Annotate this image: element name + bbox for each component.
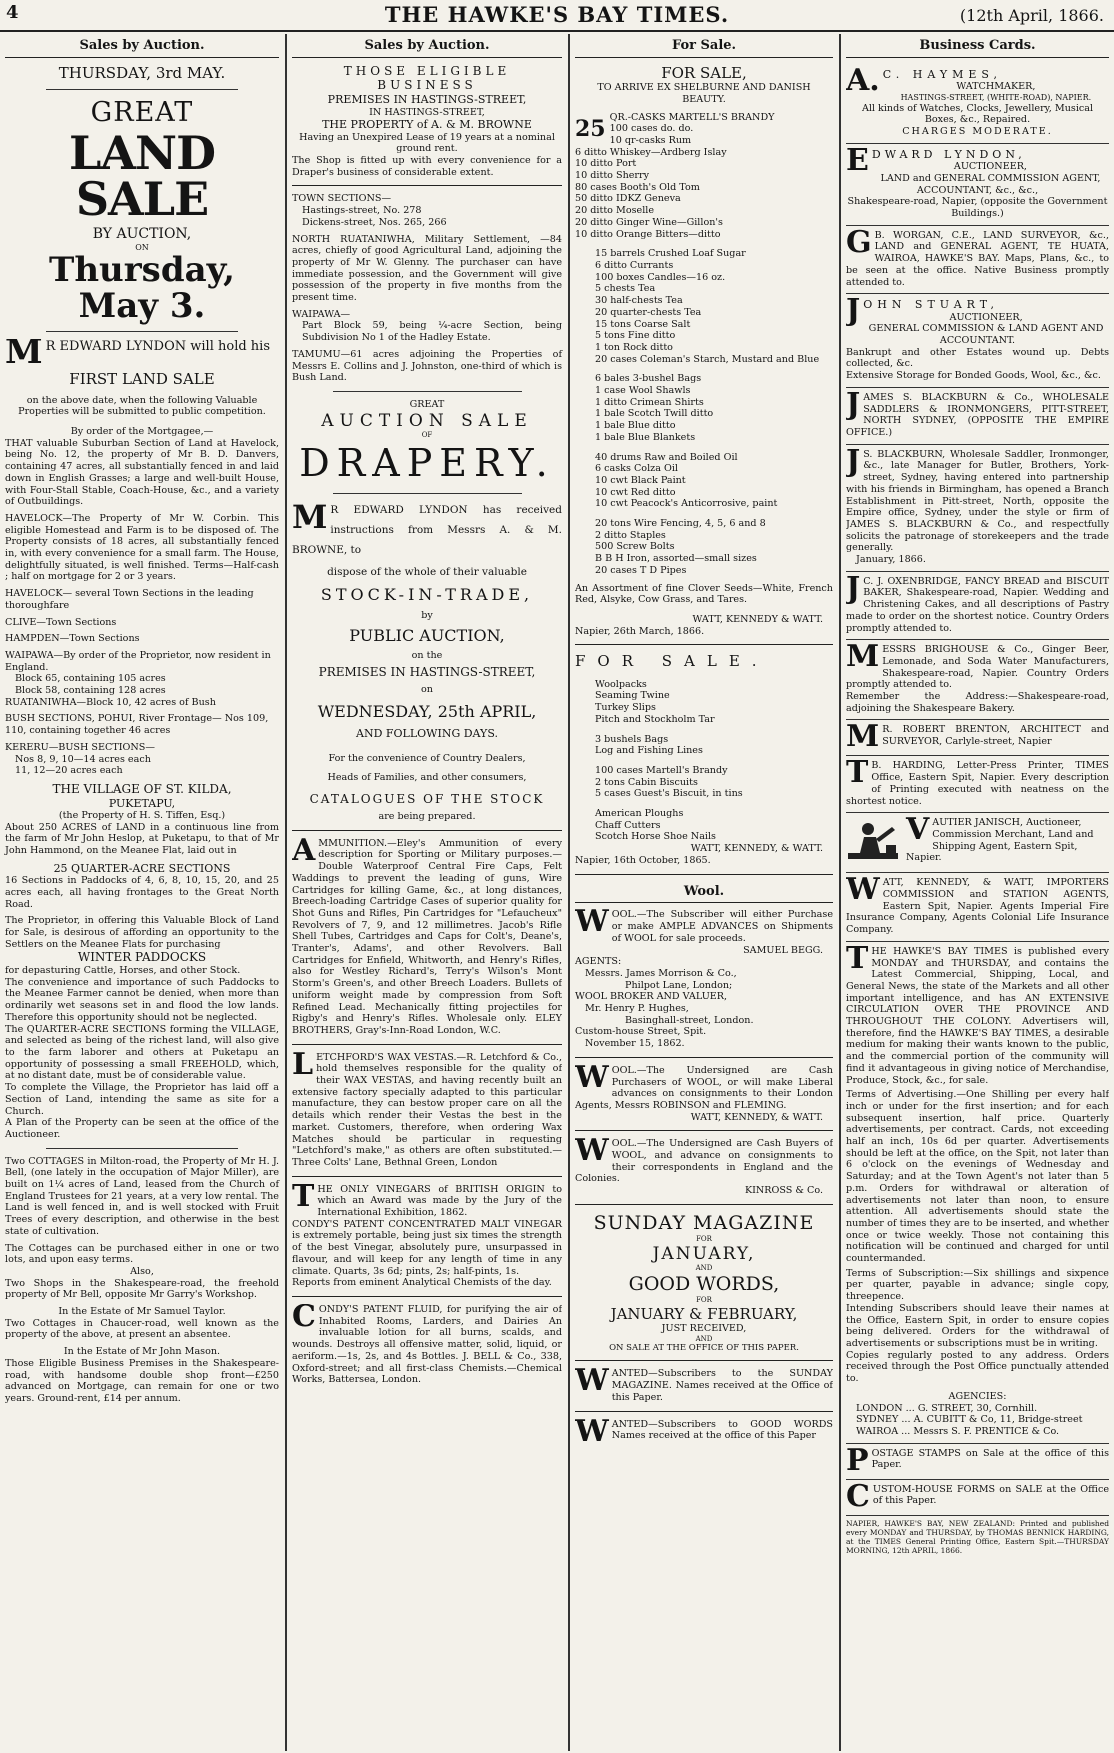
- oil-paint-list: [595, 452, 833, 511]
- harding-card: B. HARDING, Letter-Press Printer, TIMES Office, Eastern Spit, Napier. Every description of Printing executed with neatness on the shortest notice.: [846, 760, 1109, 807]
- column-heading: For Sale.: [575, 36, 833, 58]
- auctioneer-emblem-icon: [846, 819, 900, 867]
- list-item: 10 cwt Peacock's Anticorrosive, paint: [595, 498, 778, 510]
- divider: [333, 391, 522, 392]
- divider: [46, 1148, 238, 1149]
- list-item: 10 ditto Sherry: [575, 170, 650, 182]
- arrive-text: TO ARRIVE EX SHELBURNE AND DANISH BEAUTY.: [597, 82, 811, 105]
- date-line: Napier, 16th October, 1865.: [575, 854, 711, 866]
- quarter-acre-text: The QUARTER-ACRE SECTIONS forming the VILLAGE, and selected as being of the richest land, will also give to the farm laborer and others at Puketapu an opportunity of possessing a small FREEHOLD, which, at no distant date, must be of considerable value.: [5, 1023, 279, 1082]
- column-business-cards: Business Cards. A. C. HAYMES, WATCHMAKER, HASTINGS-STREET, (WHITE-ROAD), NAPIER. All kinds of Watches, Clocks, Jewellery, Musical Boxes, &c., Repaired. CHARGES MODERATE. E DWARD LYNDON, AUCTIONEER, LAND and GENERAL COMMISSION AGENT, ACCOUNTANT, &c., &c., Shakespeare-road, Napier, (opposite the Government Buildings.) G B. WORGAN, C.E., LAND SURVEYOR, &c., LAND and GENERAL AGENT, TE HUATA, WAIROA, HAWKE'S BAY. Maps, Plans, &c., to be seen at the office. Native Business promptly attended to. J OHN STUART, AUCTIONEER, GENERAL COMMISSION & LAND AGENT AND ACCOUNTANT. Bankrupt and other Estates wound up. Debts collected, &c. Extensive Storage for Bonded Goods, Wool, &c., &c. JAMES S. BLACKBURN & Co., WHOLESALE SADDLERS & IRONMONGERS, PITT-STREET, NORTH SYDNEY, (OPPOSITE THE EMPIRE OFFICE.) J S. BLACKBURN, Wholesale Saddler, Ironmonger, &c., late Manager for Butler, Brothers, York-street, Sydney, having entered into partnership with his friends in Birmingham, has opened a Branch Establishment in Pitt-street, North, opposite the Empire office, Sydney, under the style or firm of JAMES S. BLACKBURN & Co., and respectfully solicits the patronage of storekeepers and the trade generally. January, 1866. J C. J. OXENBRIDGE, FANCY BREAD and BISCUIT BAKER, Shakespeare-road, Napier. Wedding and Christening Cakes, and all descriptions of Pastry made to order on the shortest notice. Country Orders promptly attended to. MESSRS BRIGHOUSE & Co., Ginger Beer, Lemonade, and Soda Water Manufacturers, Shakespeare-road, Napier. Country Orders promptly attended to. Remember the Address:—Shakespeare-road, adjoining the Shakespeare Bakery. M R. ROBERT BRENTON, ARCHITECT and SURVEYOR, Carlyle-street, Napier T B. HARDING, Letter-Press Printer, TIMES Office, Eastern Spit, Napier. Every description of Printing executed with neatness on the shortest notice. VAUTIER JANISCH, Auctioneer, Commission Merchant, Land and Shipping Agent, Eastern Spit, Napier. WATT, KENNEDY, & WATT, IMPORTERS COMMISSION and STATION AGENTS, Eastern Spit, Napier. Agents Imperial Fire Insurance Company, Agents Colonial Life Insurance Company. THE HAWKE'S BAY TIMES is published every MONDAY and THURSDAY, and contains the Latest Commercial, Shipping, Local, and General News, the state of the Markets and all other important intelligence, and has AN EXTENSIVE CIRCULATION OVER THE PROVINCE AND THROUGHOUT THE COLONY. Advertisers will, therefore, find the HAWKE'S BAY TIMES, a desirable medium for making their wants known to the public, and the commercial portion of the community will find it advantageous in giving notice of Merchandise, Produce, Stock, &c., for sale. Terms of Advertising.—One Shilling per every half inch or under for the first insertion; and for each subsequent insertion, half price. Quarterly advertisements, per contract. Cards, not exceeding half an inch, 10s 6d per quarter. Advertisements should be left at the office, on the Spit, not later than 6 o'clock on the evenings of Wednesday and Saturday; and at the Town Agent's not later than 5 p.m. Orders for withdrawal or alteration of advertisements not later than noon, to ensure attention. All advertisements should state the number of times they are to be inserted, and whether once or twice weekly. Those not containing this notification will be continued and charged for until countermanded. Terms of Subscription:—Six shillings and sixpence per quarter, payable in advance; single copy, threepence. Intending Subscribers should leave their names at the Office, Eastern Spit, in order to ensure copies being delivered. Orders for the withdrawal of advertisements or subscriptions must be in writing. Copies regularly posted to any address. Orders received through the Post Office punctually attended to. AGENCIES: LONDON ... G. STREET, 30, Cornhill. SYDNEY ... A. CUBITT & Co, 11, Bridge-street WAIROA ... Messrs S. F. PRENTICE & Co. POSTAGE STAMPS on Sale at the office of this Paper. CUSTOM-HOUSE FORMS on SALE at the Office of this Paper. NAPIER, HAWKE'S BAY, NEW ZEALAND: Printed and published every MONDAY and THURSDAY, by THOMAS BENNICK HARDING, at the TIMES General Printing Office, Eastern Spit.—THURSDAY MORNING, 12th APRIL, 1866.: [846, 38, 1109, 1556]
- thursday-heading: Thursday, May 3.: [49, 249, 235, 326]
- by-order: By order of the Mortgagee,—: [70, 426, 214, 437]
- stuart-name: OHN STUART,: [863, 298, 999, 312]
- list-item: 1 bale Blue ditto: [595, 420, 676, 432]
- intending-subscribers: Intending Subscribers should leave their names at the Office, Eastern Spit, in order to ensure copies being delivered. Orders for the withdrawal of advertisements or subscriptions must be in writing.: [846, 1302, 1109, 1349]
- haymes-name: C. HAYMES,: [882, 67, 1003, 81]
- list-item: 20 cases Coleman's Starch, Mustard and Blue: [595, 353, 820, 365]
- clive-text: CLIVE—Town Sections: [5, 616, 117, 628]
- heads-families-text: Heads of Families, and other consumers,: [327, 771, 527, 783]
- and-label-2: AND: [695, 1334, 713, 1343]
- wanted-sunday-text: ANTED—Subscribers to the SUNDAY MAGAZINE. Names received at the Office of this Paper.: [611, 1368, 833, 1403]
- list-item: 1 ditto Crimean Shirts: [595, 396, 704, 408]
- condys-vinegar-text: CONDY'S PATENT CONCENTRATED MALT VINEGAR is extremely portable, being just six times the strength of the best Vinegar, absolutely pure, unsurpassed in flavour, and will keep for any length of time in any climate. Quarts, 3s 6d; pints, 2s; half-pints, 1s.: [292, 1218, 562, 1277]
- list-item: 5 cases Guest's Biscuit, in tins: [595, 788, 743, 800]
- sunday-magazine-heading: SUNDAY MAGAZINE: [593, 1211, 815, 1234]
- sale-day: THURSDAY, 3rd MAY.: [58, 63, 226, 82]
- printer-imprint: NAPIER, HAWKE'S BAY, NEW ZEALAND: Printed and published every MONDAY and THURSDAY, by THOMAS BENNICK HARDING, at the TIMES General Printing Office, Eastern Spit.—THURSDAY MORNING, 12th APRIL, 1866.: [846, 1518, 1109, 1556]
- jan-feb-heading: JANUARY & FEBRUARY,: [610, 1304, 798, 1323]
- hastings-street-heading: IN HASTINGS-STREET,: [369, 106, 485, 118]
- land-sale-heading: LAND SALE: [69, 126, 215, 227]
- lyndon-address: Shakespeare-road, Napier, (opposite the Government Buildings.): [847, 196, 1108, 220]
- wednesday-heading: WEDNESDAY, 25th APRIL,: [317, 701, 537, 721]
- brenton-card: R. ROBERT BRENTON, ARCHITECT and SURVEYOR, Carlyle-street, Napier: [882, 724, 1109, 748]
- column-for-sale: For Sale. FOR SALE, TO ARRIVE EX SHELBURNE AND DANISH BEAUTY. 25 QR.-CASKS MARTELL'S BRANDY 100 cases do. do. 10 qr-casks Rum 6 ditto Whiskey—Ardberg Islay 10 ditto Port 10 ditto Sherry 80 cases Booth's Old Tom 50 ditto IDKZ Geneva 20 ditto Moselle 20 ditto Ginger Wine—Gillon's 10 ditto Orange Bitters—ditto 15 barrels Crushed Loaf Sugar 6 ditto Currants 100 boxes Candles—16 oz. 5 chests Tea 30 half-chests Tea 20 quarter-chests Tea 15 tons Coarse Salt 5 tons Fine ditto 1 ton Rock ditto 20 cases Coleman's Starch, Mustard and Blue 6 bales 3-bushel Bags 1 case Wool Shawls 1 ditto Crimean Shirts 1 bale Scotch Twill ditto 1 bale Blue ditto 1 bale Blue Blankets 40 drums Raw and Boiled Oil 6 casks Colza Oil 10 cwt Black Paint 10 cwt Red ditto 10 cwt Peacock's Anticorrosive, paint 20 tons Wire Fencing, 4, 5, 6 and 8 2 ditto Staples 500 Screw Bolts B B H Iron, assorted—small sizes 20 cases T D Pipes An Assortment of fine Clover Seeds—White, French Red, Alsyke, Cow Grass, and Tares. WATT, KENNEDY & WATT. Napier, 26th March, 1866. FOR SALE. Woolpacks Seaming Twine Turkey Slips Pitch and Stockholm Tar 3 bushels Bags Log and Fishing Lines 100 cases Martell's Brandy 2 tons Cabin Biscuits 5 cases Guest's Biscuit, in tins American Ploughs Chaff Cutters Scotch Horse Shoe Nails WATT, KENNEDY, & WATT. Napier, 16th October, 1865. Wool. WOOL.—The Subscriber will either Purchase or make AMPLE ADVANCES on Shipments of WOOL for sale proceeds. SAMUEL BEGG. AGENTS: Messrs. James Morrison & Co., Philpot Lane, London; WOOL BROKER AND VALUER, Mr. Henry P. Hughes, Basinghall-street, London. Custom-house Street, Spit. November 15, 1862. WOOL.—The Undersigned are Cash Purchasers of WOOL, or will make Liberal advances on consignments to their London Agents, Messrs ROBINSON and FLEMING. WATT, KENNEDY, & WATT. WOOL.—The Undersigned are Cash Buyers of WOOL, and advance on consignments to their correspondents in England and the Colonies. KINROSS & Co. SUNDAY MAGAZINE FOR JANUARY, AND GOOD WORDS, FOR JANUARY & FEBRUARY, JUST RECEIVED, AND ON SALE AT THE OFFICE OF THIS PAPER. WANTED—Subscribers to the SUNDAY MAGAZINE. Names received at the Office of this Paper. WANTED—Subscribers to GOOD WORDS Names received at the office of this Paper: [575, 38, 833, 1445]
- divider: [575, 1130, 833, 1131]
- chaucer-text: Two Cottages in Chaucer-road, well known as the property of the above, at present an absentee.: [5, 1317, 279, 1341]
- list-item: 3 bushels Bags: [595, 733, 669, 745]
- lyndon-name: DWARD LYNDON,: [871, 147, 1026, 161]
- divider: [292, 185, 562, 186]
- list-item: 15 tons Coarse Salt: [595, 318, 691, 330]
- brandy-list: [595, 765, 833, 800]
- list-item: 5 tons Fine ditto: [595, 330, 676, 342]
- date-line: November 15, 1862.: [585, 1038, 685, 1050]
- agency-london: LONDON ... G. STREET, 30, Cornhill.: [856, 1402, 1038, 1414]
- list-item: 6 casks Colza Oil: [595, 463, 678, 475]
- custom-house-line: Custom-house Street, Spit.: [575, 1026, 707, 1038]
- grocery-list: [595, 248, 833, 365]
- list-item: Chaff Cutters: [595, 819, 661, 831]
- just-received: JUST RECEIVED,: [661, 1322, 747, 1334]
- winter-paddocks-heading: WINTER PADDOCKS: [77, 950, 207, 965]
- divider: [46, 331, 238, 332]
- clover-seeds-text: An Assortment of fine Clover Seeds—White, French Red, Alsyke, Cow Grass, and Tares.: [575, 582, 833, 606]
- quarter-acre-heading: 25 QUARTER-ACRE SECTIONS: [53, 861, 231, 875]
- of-label: OF: [421, 431, 433, 440]
- blackburn-date: January, 1866.: [856, 554, 926, 566]
- divider: [575, 1204, 833, 1205]
- ploughs-list: [595, 808, 833, 843]
- list-item: 100 cases do. do.: [609, 123, 694, 135]
- oxenbridge-card: C. J. OXENBRIDGE, FANCY BREAD and BISCUIT BAKER, Shakespeare-road, Napier. Wedding and Christening Cakes, and all descriptions of Pastry made to order on the shortest notice. Country Orders promptly attended to.: [846, 575, 1109, 634]
- divider: [46, 89, 238, 90]
- agent-line: Messrs. James Morrison & Co.,: [585, 967, 737, 979]
- kereru-line-3: 11, 12—20 acres each: [15, 765, 123, 777]
- country-dealers-text: For the convenience of Country Dealers,: [328, 752, 526, 764]
- business-premises-text: Those Eligible Business Premises in the Shakespeare-road, with handsome double shop front—£250 advanced on Mortgage, can remain for one or two years. Ground-rent, £14 per annum.: [5, 1357, 279, 1404]
- list-item: 1 ton Rock ditto: [595, 341, 673, 353]
- divider: [292, 1176, 562, 1177]
- divider: [292, 1296, 562, 1297]
- kereru-text: KERERU—BUSH SECTIONS—: [5, 741, 155, 753]
- divider: [575, 1411, 833, 1412]
- list-item: 80 cases Booth's Old Tom: [575, 181, 700, 193]
- hampden-text: HAMPDEN—Town Sections: [5, 633, 140, 645]
- column-sales-by-auction-1: Sales by Auction. THURSDAY, 3rd MAY. GREAT LAND SALE BY AUCTION, ON Thursday, May 3. M R EDWARD LYNDON will hold his FIRST LAND SALE on the above date, when the following Valuable Properties will be submitted to public competition. By order of the Mortgagee,— THAT valuable Suburban Section of Land at Havelock, being No. 12, the property of Mr B. D. Danvers, containing 47 acres, all substantially fenced in and laid down in English Grasses; a large and well-built House, with Four-Stall Stable, Coach-House, &c., and a variety of Outbuildings. HAVELOCK—The Property of Mr W. Corbin. This eligible Homestead and Farm is to be disposed of. The Property consists of 18 acres, all substantially fenced in, with every convenience for a small farm. The House, delightfully situated, is well finished. Terms—Half-cash ; half on mortgage for 2 or 3 years. HAVELOCK— several Town Sections in the leading thoroughfare CLIVE—Town Sections HAMPDEN—Town Sections WAIPAWA—By order of the Proprietor, now resident in England. Block 65, containing 105 acres Block 58, containing 128 acres RUATANIWHA—Block 10, 42 acres of Bush BUSH SECTIONS, POHUI, River Frontage— Nos 109, 110, containing together 46 acres KERERU—BUSH SECTIONS— Nos 8, 9, 10—14 acres each 11, 12—20 acres each THE VILLAGE OF ST. KILDA, PUKETAPU, (the Property of H. S. Tiffen, Esq.) About 250 ACRES of LAND in a continuous line from the farm of Mr John Heslop, at Puketapu, to that of Mr John Hammond, on the Meanee Flat, laid out in 25 QUARTER-ACRE SECTIONS 16 Sections in Paddocks of 4, 6, 8, 10, 15, 20, and 25 acres each, all having frontages to the Great North Road. The Proprietor, in offering this Valuable Block of Land for Sale, is desirous of affording an opportunity to the Settlers on the Meanee Flats for purchasing WINTER PADDOCKS for depasturing Cattle, Horses, and other Stock. The convenience and importance of such Paddocks to the Meanee Farmer cannot be denied, when more than ordinarily wet seasons set in and flood the low lands. Therefore this opportunity should not be neglected. The QUARTER-ACRE SECTIONS forming the VILLAGE, and selected as being of the richest land, will also give to the farm laborer and others at Puketapu an opportunity of possessing a small FREEHOLD, which, at no distant date, must be of considerable value. To complete the Village, the Proprietor has laid off a Section of Land, intending the same as site for a Church. A Plan of the Property can be seen at the office of the Auctioneer. Two COTTAGES in Milton-road, the Property of Mr H. J. Bell, (one lately in the occupation of Major Miller), are built on 1¼ acres of Land, leased from the Church of England Trustees for 21 years, at a very low rental. The Land is well fenced in, and is well stocked with Fruit Trees of every description, and otherwise in the best state of cultivation. The Cottages can be purchased either in one or two lots, and upon easy terms. Also, Two Shops in the Shakespeare-road, the freehold property of Mr Bell, opposite Mr Garry's Workshop. In the Estate of Mr Samuel Taylor. Two Cottages in Chaucer-road, well known as the property of the above, at present an absentee. In the Estate of Mr John Mason. Those Eligible Business Premises in the Shakespeare-road, with handsome double shop front—£250 advanced on Mortgage, can remain for one or two years. Ground-rent, £14 per annum.: [5, 38, 279, 1404]
- quantity-25: 25: [575, 115, 606, 142]
- letchford-text: ETCHFORD'S WAX VESTAS.—R. Letchford & Co., hold themselves responsible for the quality of their WAX VESTAS, and having recently built an extensive factory specially adapted to this particular manufacture, they can bestow proper care on all the details which render their Vestas the best in the market. Customers, therefore, when ordering Wax Matches should be particular in requesting "Letchford's make," as others are often substituted.—Three Colts' Lane, Bethnal Green, London: [292, 1051, 562, 1168]
- eligible-heading: THOSE ELIGIBLE BUSINESS: [343, 63, 511, 93]
- taylor-estate: In the Estate of Mr Samuel Taylor.: [58, 1306, 226, 1318]
- and-label: AND: [695, 1264, 713, 1273]
- list-item: 1 bale Blue Blankets: [595, 431, 696, 443]
- worgan-card: B. WORGAN, C.E., LAND SURVEYOR, &c., LAND and GENERAL AGENT, TE HUATA, WAIROA, HAWKE'S BAY. Maps, Plans, &c., to be seen at the office. Native Business promptly attended to.: [846, 229, 1109, 288]
- on-label: on: [421, 683, 433, 695]
- brighouse-remember: Remember the Address:—Shakespeare-road, adjoining the Shakespeare Bakery.: [846, 691, 1109, 714]
- puketapu-heading: PUKETAPU,: [108, 796, 176, 810]
- proprietor-text: The Proprietor, in offering this Valuable Block of Land for Sale, is desirous of affording an opportunity to the Settlers on the Meanee Flats for purchasing: [5, 915, 279, 950]
- by-label: by: [421, 610, 433, 622]
- signature: WATT, KENNEDY, & WATT.: [690, 843, 823, 855]
- agents-label: AGENTS:: [575, 956, 622, 968]
- for-sale-heading: FOR SALE,: [661, 63, 747, 82]
- list-item: 2 ditto Staples: [595, 529, 666, 541]
- drapery-heading: DRAPERY.: [299, 440, 555, 485]
- list-item: 500 Screw Bolts: [595, 541, 675, 553]
- divider: [292, 830, 562, 831]
- vinegars-text: HE ONLY VINEGARS of BRITISH ORIGIN to which an Award was made by the Jury of the International Exhibition, 1862.: [317, 1183, 562, 1219]
- list-item: QR.-CASKS MARTELL'S BRANDY: [609, 111, 775, 123]
- mason-estate: In the Estate of Mr John Mason.: [63, 1346, 221, 1358]
- column-heading: Sales by Auction.: [5, 36, 279, 58]
- stuart-auctioneer: AUCTIONEER,: [949, 311, 1023, 323]
- stuart-storage: Extensive Storage for Bonded Goods, Wool, &c., &c.: [846, 370, 1101, 382]
- hastings-sections: Hastings-street, No. 278: [302, 205, 422, 217]
- havelock-corbin-text: HAVELOCK—The Property of Mr W. Corbin. This eligible Homestead and Farm is to be disposed of. The Property consists of 18 acres, all substantially fenced in, with every convenience for a small farm. The House, delightfully situated, is well finished. Terms—Half-cash ; half on mortgage for 2 or 3 years.: [5, 512, 279, 583]
- page-number: 4: [6, 2, 19, 23]
- list-item: 20 quarter-chests Tea: [595, 306, 702, 318]
- tamumu-text: TAMUMU—61 acres adjoining the Properties of Messrs E. Collins and J. Johnston, one-third of which is Bush Land.: [292, 348, 562, 384]
- town-sections: TOWN SECTIONS—: [292, 193, 392, 205]
- list-item: 100 boxes Candles—16 oz.: [595, 271, 726, 283]
- signature: WATT, KENNEDY & WATT.: [692, 613, 823, 625]
- list-item: Woolpacks: [595, 678, 647, 690]
- stock-heading: STOCK-IN-TRADE,: [320, 584, 534, 604]
- advertising-terms: Terms of Advertising.—One Shilling per every half inch or under for the first insertion; and for each subsequent insertion, half price. Quarterly advertisements, per contract. Cards, not exceeding half an inch, 10s 6d per quarter. Advertisements should be left at the office, on the Spit, not later than 6 o'clock on the evenings of Wednesday and Saturday; and at the Town Agent's not later than 5 p.m. Orders for withdrawal or alteration of advertisements not later than noon, to ensure attention. All advertisements should state the number of times they are to be inserted, and whether once or twice weekly. Those not containing this notification will be continued and charged for until countermanded.: [846, 1089, 1109, 1265]
- depasturing-text: for depasturing Cattle, Horses, and other Stock.: [5, 965, 241, 977]
- two-shops-text: Two Shops in the Shakespeare-road, the freehold property of Mr Bell, opposite Mr Garry's Workshop.: [5, 1277, 279, 1301]
- postage-stamps-card: OSTAGE STAMPS on Sale at the office of this Paper.: [871, 1447, 1109, 1471]
- good-words-heading: GOOD WORDS,: [628, 1272, 780, 1295]
- list-item: 20 cases T D Pipes: [595, 564, 687, 576]
- shop-text: The Shop is fitted up with every convenience for a Draper's business of considerable extent.: [292, 155, 562, 178]
- list-item: 40 drums Raw and Boiled Oil: [595, 451, 738, 463]
- agent-line: Philpot Lane, London;: [625, 979, 733, 991]
- masthead: [0, 0, 1114, 32]
- list-item: 15 barrels Crushed Loaf Sugar: [595, 248, 746, 260]
- for-label-2: FOR: [696, 1296, 712, 1304]
- list-item: 20 ditto Ginger Wine—Gillon's: [575, 216, 723, 228]
- column-sales-by-auction-2: Sales by Auction. THOSE ELIGIBLE BUSINESS PREMISES IN HASTINGS-STREET, IN HASTINGS-STREET, THE PROPERTY of A. & M. BROWNE Having an Unexpired Lease of 19 years at a nominal ground rent. The Shop is fitted up with every convenience for a Draper's business of considerable extent. TOWN SECTIONS— Hastings-street, No. 278 Dickens-street, Nos. 265, 266 NORTH RUATANIWHA, Military Settlement, —84 acres, chiefly of good Agricultural Land, adjoining the property of Mr W. Glenny. The purchaser can have immediate possession, and the Government will give possession of the property in five months from the present time. WAIPAWA— Part Block 59, being ¼-acre Section, being Subdivision No 1 of the Hadley Estate. TAMUMU—61 acres adjoining the Properties of Messrs E. Collins and J. Johnston, one-third of which is Bush Land. GREAT AUCTION SALE OF DRAPERY. M R EDWARD LYNDON has received instructions from Messrs A. & M. BROWNE, to dispose of the whole of their valuable STOCK-IN-TRADE, by PUBLIC AUCTION, on the PREMISES IN HASTINGS-STREET, on WEDNESDAY, 25th APRIL, AND FOLLOWING DAYS. For the convenience of Country Dealers, Heads of Families, and other consumers, CATALOGUES OF THE STOCK are being prepared. AMMUNITION.—Eley's Ammunition of every description for Sporting or Military purposes.—Double Waterproof Central Fire Caps, Felt Waddings to prevent the leading of guns, Wire Cartridges for killing Game, &c., at long distances, Breech-loading Cartridge Cases of superior quality for Shot Guns and Rifles, Pin Cartridges for "Lefaucheux" Revolvers of 7, 9, and 12 millimetres. Jacob's Rifle Shell Tubes, Cartridges and Caps for Colt's, Deane's, Tranter's, Adams', and other Revolvers. Ball Cartridges for Enfield, Whitworth, and Henry's Rifles, also for Westley Richard's, Terry's Wilson's Mont Storm's Green's, and other Breech Loaders. Bullets of uniform weight made by compression from Soft Refined Lead. Mechanically fitting projectiles for Rigby's and Henry's Rifles. Wholesale only. ELEY BROTHERS, Gray's-Inn-Road London, W.C. LETCHFORD'S WAX VESTAS.—R. Letchford & Co., hold themselves responsible for the quality of their WAX VESTAS, and having recently built an extensive factory specially adapted to this particular manufacture, they can bestow proper care on all the details which render their Vestas the best in the market. Customers, therefore, when ordering Wax Matches should be particular in requesting "Letchford's make," as others are often substituted.—Three Colts' Lane, Bethnal Green, London THE ONLY VINEGARS of BRITISH ORIGIN to which an Award was made by the Jury of the International Exhibition, 1862. CONDY'S PATENT CONCENTRATED MALT VINEGAR is extremely portable, being just six times the strength of the best Vinegar, absolutely pure, unsurpassed in flavour, and will keep for any length of time in any climate. Quarts, 3s 6d; pints, 2s; half-pints, 1s. Reports from eminent Analytical Chemists of the day. CONDY'S PATENT FLUID, for purifying the air of Inhabited Rooms, Larders, and Dairies An invaluable lotion for all burns, scalds, and wounds. Destroys all offensive matter, solid, liquid, or aeriform.—1s, 2s, and 4s Bottles. J. BELL & Co., 338, Oxford-street; and all first-class Chemists.—Chemical Works, Battersea, London.: [292, 38, 562, 1386]
- agency-sydney: SYDNEY ... A. CUBITT & Co, 11, Bridge-street: [856, 1414, 1083, 1426]
- subscription-terms: Terms of Subscription:—Six shillings and sixpence per quarter, payable in advance; single copy, threepence.: [846, 1267, 1109, 1303]
- wool-kinross-text: OOL.—The Undersigned are Cash Buyers of WOOL, and advance on consignments to their correspondents in England and the Colonies.: [575, 1138, 833, 1185]
- agent-line: Basinghall-street, London.: [625, 1014, 754, 1026]
- agencies-heading: AGENCIES:: [948, 1390, 1007, 1402]
- first-land-sale: FIRST LAND SALE: [69, 370, 215, 389]
- havelock-town-text: HAVELOCK— several Town Sections in the leading thoroughfare: [5, 588, 254, 611]
- condys-fluid-text: ONDY'S PATENT FLUID, for purifying the air of Inhabited Rooms, Larders, and Dairies An invaluable lotion for all burns, scalds, and wounds. Destroys all offensive matter, solid, liquid, or aeriform.—1s, 2s, and 4s Bottles. J. BELL & Co., 338, Oxford-street; and all first-class Chemists.—Chemical Works, Battersea, London.: [292, 1304, 562, 1386]
- customhouse-forms-card: USTOM-HOUSE FORMS on SALE at the Office of this Paper.: [872, 1483, 1109, 1507]
- waipawa-text: WAIPAWA—By order of the Proprietor, now resident in England.: [5, 649, 271, 673]
- north-ruataniwha-text: NORTH RUATANIWHA, Military Settlement, —84 acres, chiefly of good Agricultural Land, adjoining the property of Mr W. Glenny. The purchaser can have immediate possession, and the Government will give possession of the property in five months from the present time.: [292, 233, 562, 304]
- divider: [575, 1360, 833, 1361]
- on-above-text: on the above date, when the following Valuable Properties will be submitted to public competition.: [18, 394, 266, 418]
- watt-kennedy-card: ATT, KENNEDY, & WATT, IMPORTERS COMMISSION and STATION AGENTS, Eastern Spit, Napier. Agents Imperial Fire Insurance Company, Agents Colonial Life Insurance Company.: [846, 877, 1109, 936]
- list-item: 6 ditto Currants: [595, 260, 674, 271]
- times-notice: HE HAWKE'S BAY TIMES is published every MONDAY and THURSDAY, and contains the Latest Commercial, Shipping, Local, and General News, the state of the Markets and all other important intelligence, and has AN EXTENSIVE CIRCULATION OVER THE PROVINCE AND THROUGHOUT THE COLONY. Advertisers will, therefore, find the HAWKE'S BAY TIMES, a desirable medium for making their wants known to the public, and the commercial portion of the community will find it advantageous in giving notice of Merchandise, Produce, Stock, &c., for sale.: [846, 945, 1109, 1086]
- list-item: B B H Iron, assorted—small sizes: [595, 553, 757, 565]
- dickens-sections: Dickens-street, Nos. 265, 266: [302, 216, 447, 228]
- wool-watt-text: OOL.—The Undersigned are Cash Purchasers of WOOL, or will make Liberal advances on consignments to their London Agents, Messrs ROBINSON and FLEMING.: [575, 1064, 833, 1111]
- wool-heading: Wool.: [575, 882, 833, 904]
- lease-text: Having an Unexpired Lease of 19 years at a nominal ground rent.: [299, 131, 555, 155]
- charges-moderate: CHARGES MODERATE.: [902, 126, 1053, 138]
- janisch-card: AUTIER JANISCH, Auctioneer, Commission Merchant, Land and Shipping Agent, Eastern Spit, Napier.: [906, 817, 1094, 864]
- brighouse-card: ESSRS BRIGHOUSE & Co., Ginger Beer, Lemonade, and Soda Water Manufacturers, Shakespeare-road, Napier. Country Orders promptly attended to.: [846, 644, 1109, 691]
- plan-text: A Plan of the Property can be seen at the office of the Auctioneer.: [5, 1117, 279, 1140]
- divider: [575, 644, 833, 645]
- about-text: About 250 ACRES of LAND in a continuous line from the farm of Mr John Heslop, at Puketapu, to that of Mr John Hammond, on the Meanee Flat, laid out in: [5, 821, 279, 857]
- on-label: ON: [135, 243, 149, 253]
- public-auction-heading: PUBLIC AUCTION,: [349, 626, 505, 646]
- catalogues-heading: CATALOGUES OF THE STOCK: [309, 791, 545, 806]
- havelock-section-text: THAT valuable Suburban Section of Land at Havelock, being No. 12, the property of Mr B. D. Danvers, containing 47 acres, all substantially fenced in and laid down in English Grasses; a large and well-built House, with Four-Stall Stable, Coach-House, &c., and a variety of Outbuildings.: [5, 437, 279, 508]
- haymes-repairs: All kinds of Watches, Clocks, Jewellery, Musical Boxes, &c., Repaired.: [861, 102, 1094, 126]
- list-item: Pitch and Stockholm Tar: [595, 713, 715, 725]
- by-auction: BY AUCTION,: [92, 226, 192, 243]
- for-label: FOR: [696, 1235, 712, 1244]
- list-item: 30 half-chests Tea: [595, 295, 683, 307]
- premises-hastings-heading: PREMISES IN HASTINGS-STREET,: [318, 665, 536, 680]
- hardware-list: [595, 518, 833, 577]
- list-item: 10 qr-casks Rum: [609, 134, 692, 146]
- ammunition-text: MMUNITION.—Eley's Ammunition of every description for Sporting or Military purposes.—Double Waterproof Central Fire Caps, Felt Waddings to prevent the leading of guns, Wire Cartridges for killing Game, &c., at long distances, Breech-loading Cartridge Cases of superior quality for Shot Guns and Rifles, Pin Cartridges for "Lefaucheux" Revolvers of 7, 9, and 12 millimetres. Jacob's Rifle Shell Tubes, Cartridges and Caps for Colt's, Deane's, Tranter's, Adams', and other Revolvers. Ball Cartridges for Enfield, Whitworth, and Henry's Rifles, also for Westley Richard's, Terry's Wilson's Mont Storm's Green's, and other Breech Loaders. Bullets of uniform weight made by compression from Soft Refined Lead. Mechanically fitting projectiles for Rigby's and Henry's Rifles. Wholesale only. ELEY BROTHERS, Gray's-Inn-Road London, W.C.: [292, 837, 562, 1036]
- list-item: 10 ditto Port: [575, 158, 637, 170]
- signature: KINROSS & Co.: [744, 1185, 823, 1197]
- intro-text: R EDWARD LYNDON will hold his: [45, 339, 271, 355]
- kereru-line-2: Nos 8, 9, 10—14 acres each: [15, 753, 151, 765]
- list-item: 5 chests Tea: [595, 283, 656, 295]
- being-prepared: are being prepared.: [378, 810, 476, 822]
- lyndon-agent: LAND and GENERAL COMMISSION AGENT, ACCOUNTANT, &c., &c.,: [880, 172, 1101, 196]
- list-item: 20 tons Wire Fencing, 4, 5, 6 and 8: [595, 518, 766, 530]
- divider: [292, 1044, 562, 1045]
- reports-text: Reports from eminent Analytical Chemists of the day.: [292, 1277, 552, 1289]
- two-cottages-text: Two COTTAGES in Milton-road, the Property of Mr H. J. Bell, (one lately in the occupation of Major Miller), are built on 1¼ acres of Land, leased from the Church of England Trustees for 21 years, at a very low rental. The Land is well fenced in, and is well stocked with Fruit Trees of every description, and otherwise in the best state of cultivation.: [5, 1155, 279, 1237]
- list-item: American Ploughs: [595, 808, 684, 820]
- church-text: To complete the Village, the Proprietor has laid off a Section of Land, intending the same as site for a Church.: [5, 1082, 279, 1117]
- list-item: Seaming Twine: [595, 690, 670, 702]
- ruataniwha-text: RUATANIWHA—Block 10, 42 acres of Bush: [5, 696, 216, 708]
- property-heading: THE PROPERTY of A. & M. BROWNE: [322, 118, 532, 132]
- haymes-address: HASTINGS-STREET, (WHITE-ROAD), NAPIER.: [900, 92, 1092, 102]
- dispose-text: dispose of the whole of their valuable: [327, 566, 527, 579]
- stuart-commission: GENERAL COMMISSION & LAND AGENT AND ACCOUNTANT.: [868, 323, 1104, 347]
- newspaper-title: THE HAWKE'S BAY TIMES.: [384, 2, 730, 27]
- wanted-good-words-text: ANTED—Subscribers to GOOD WORDS Names received at the office of this Paper: [611, 1418, 833, 1442]
- drapery-intro: R EDWARD LYNDON has received instructions from Messrs A. & M. BROWNE, to: [292, 504, 562, 557]
- copies-posted: Copies regularly posted to any address. Orders received through the Post Office punctually attended to.: [846, 1349, 1109, 1385]
- tiffen-text: (the Property of H. S. Tiffen, Esq.): [58, 810, 226, 822]
- agent-line: Mr. Henry P. Hughes,: [585, 1003, 689, 1015]
- bush-sections-text: BUSH SECTIONS, POHUI, River Frontage— Nos 109, 110, containing together 46 acres: [5, 713, 269, 737]
- auction-sale-heading: AUCTION SALE: [321, 410, 533, 431]
- block65-text: Block 65, containing 105 acres: [15, 673, 166, 685]
- on-sale-text: ON SALE AT THE OFFICE OF THIS PAPER.: [609, 1343, 799, 1354]
- for-sale-heading-2: FOR SALE.: [575, 652, 769, 671]
- list-item: 50 ditto IDKZ Geneva: [575, 193, 681, 205]
- list-item: 2 tons Cabin Biscuits: [595, 776, 698, 788]
- list-item: Scotch Horse Shoe Nails: [595, 831, 716, 843]
- blackburn-notice: S. BLACKBURN, Wholesale Saddler, Ironmonger, &c., late Manager for Butler, Brothers, York-street, Sydney, having entered into partnership with his friends in Birmingham, has opened a Branch Establishment in Pitt-street, North, opposite the Empire office, Sydney, under the style or firm of JAMES S. BLACKBURN & Co., and respectfully solicits the patronage of storekeepers and the trade generally.: [846, 448, 1109, 554]
- sixteen-sections-text: 16 Sections in Paddocks of 4, 6, 8, 10, 15, 20, and 25 acres each, all having frontages to the Great North Road.: [5, 875, 279, 910]
- column-heading: Business Cards.: [846, 36, 1109, 58]
- bags-list: [595, 734, 833, 757]
- following-days: AND FOLLOWING DAYS.: [356, 727, 498, 741]
- also-text: Also,: [130, 1265, 154, 1277]
- premises-heading: PREMISES IN HASTINGS-STREET,: [327, 93, 527, 107]
- list-item: 1 case Wool Shawls: [595, 385, 691, 397]
- list-item: 10 ditto Orange Bitters—ditto: [575, 228, 721, 240]
- stuart-bankrupt: Bankrupt and other Estates wound up. Debts collected, &c.: [846, 346, 1109, 370]
- great-heading: GREAT: [90, 97, 194, 129]
- cottages-purchased-text: The Cottages can be purchased either in one or two lots, and upon easy terms.: [5, 1242, 279, 1266]
- list-item: 6 ditto Whiskey—Ardberg Islay: [575, 146, 727, 158]
- wool-begg-text: OOL.—The Subscriber will either Purchase or make AMPLE ADVANCES on Shipments of WOOL for sale proceeds.: [611, 909, 833, 944]
- issue-date: (12th April, 1866.: [959, 6, 1104, 25]
- spirits-list: [575, 112, 833, 241]
- block58-text: Block 58, containing 128 acres: [15, 685, 166, 697]
- great-label: GREAT: [409, 398, 445, 410]
- signature: SAMUEL BEGG.: [743, 944, 823, 956]
- list-item: Log and Fishing Lines: [595, 745, 703, 757]
- auctioneer-label: AUCTIONEER,: [953, 161, 1027, 173]
- date-line: Napier, 26th March, 1866.: [575, 625, 705, 637]
- village-heading: THE VILLAGE OF ST. KILDA,: [52, 781, 232, 796]
- list-item: 10 cwt Black Paint: [595, 474, 686, 486]
- convenience-text: The convenience and importance of such Paddocks to the Meanee Farmer cannot be denied, when more than ordinarily wet seasons set in and flood the low lands. Therefore this opportunity should not be neglected.: [5, 976, 279, 1023]
- woolpack-list: [595, 679, 833, 726]
- divider: [575, 1057, 833, 1058]
- list-item: 1 bale Scotch Twill ditto: [595, 408, 714, 420]
- soft-goods-list: [595, 373, 833, 443]
- list-item: 10 cwt Red ditto: [595, 486, 676, 498]
- list-item: 6 bales 3-bushel Bags: [595, 373, 702, 385]
- divider: [575, 874, 833, 875]
- part-block-text: Part Block 59, being ¼-acre Section, being Subdivision No 1 of the Hadley Estate.: [302, 320, 562, 344]
- list-item: 20 ditto Moselle: [575, 205, 655, 217]
- list-item: 100 cases Martell's Brandy: [595, 764, 728, 776]
- agent-line: WOOL BROKER AND VALUER,: [575, 991, 728, 1003]
- signature: WATT, KENNEDY, & WATT.: [690, 1111, 823, 1123]
- agency-wairoa: WAIROA ... Messrs S. F. PRENTICE & Co.: [856, 1425, 1060, 1437]
- january-heading: JANUARY,: [652, 1243, 756, 1264]
- waipawa-heading: WAIPAWA—: [292, 308, 351, 320]
- divider: [333, 493, 522, 494]
- column-heading: Sales by Auction.: [292, 36, 562, 58]
- blackburn-card: AMES S. BLACKBURN & Co., WHOLESALE SADDLERS & IRONMONGERS, PITT-STREET, NORTH SYDNEY, (OPPOSITE THE EMPIRE OFFICE.): [846, 391, 1109, 438]
- watchmaker-label: WATCHMAKER,: [956, 81, 1036, 93]
- list-item: Turkey Slips: [595, 702, 656, 714]
- on-the-label: on the: [411, 649, 443, 661]
